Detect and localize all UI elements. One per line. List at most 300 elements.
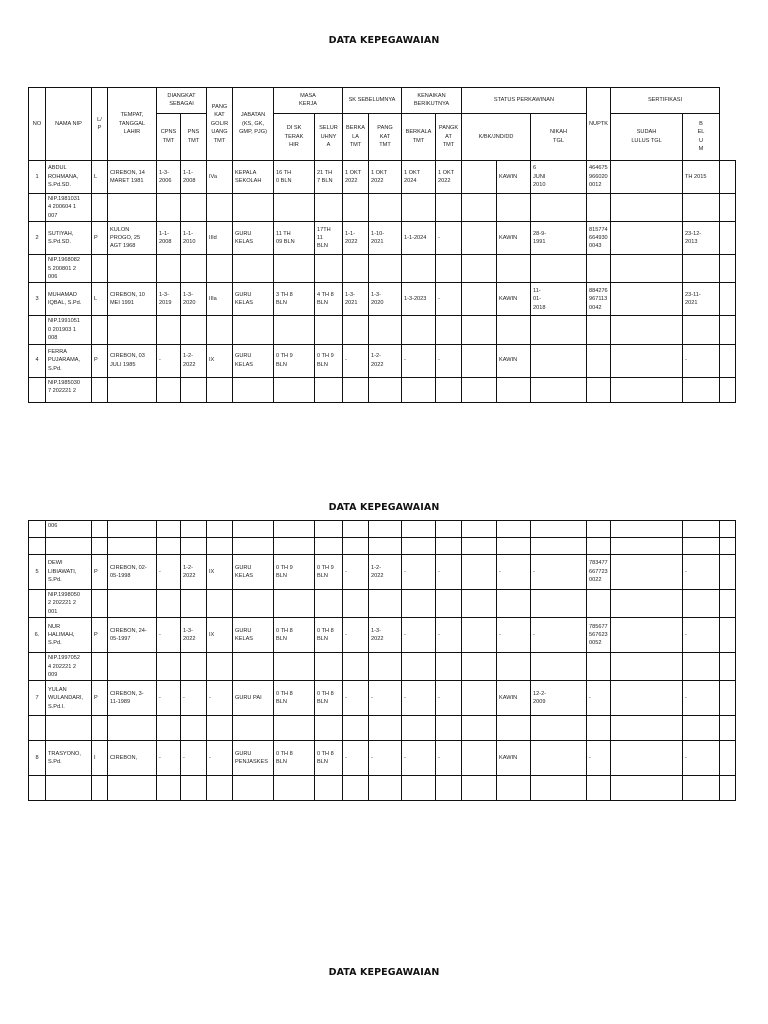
cell-nikah: [531, 344, 587, 377]
table-cell: [207, 716, 233, 741]
cell-knb: -: [402, 618, 436, 653]
table-cell: [611, 222, 683, 255]
table-cell: [29, 653, 46, 681]
cell-nuptk: 8157746649300043: [587, 222, 611, 255]
cell-sudah: -: [683, 344, 720, 377]
cell-mk2: 21 TH 7 BLN: [315, 161, 343, 194]
cell-skp: -: [369, 741, 402, 776]
cell-sudah: -: [683, 741, 720, 776]
cell-ttl: CIREBON, 3- 11-1989: [108, 681, 157, 716]
table-cell: [92, 316, 108, 344]
cell-nikah: [531, 741, 587, 776]
cell-pns: -: [181, 741, 207, 776]
table-cell: [92, 377, 108, 402]
cell-name: DEWI LIBIAWATI, S.Pd.: [46, 555, 92, 590]
cell-no: 4: [29, 344, 46, 377]
cell-belum: [720, 161, 736, 194]
cell-skb: 1-3-2021: [343, 283, 369, 316]
table-cell: [92, 521, 108, 538]
table-cell: [611, 716, 683, 741]
table-cell: [462, 316, 497, 344]
table-cell: [274, 377, 315, 402]
table-cell: [274, 776, 315, 801]
table-cell: [108, 653, 157, 681]
table-cell: [92, 776, 108, 801]
table-cell: [531, 590, 587, 618]
table-cell: [233, 716, 274, 741]
table-cell: [436, 653, 462, 681]
cell-nuptk: -: [587, 681, 611, 716]
cell-nikah: 11- 01- 2018: [531, 283, 587, 316]
cell-knp: -: [436, 222, 462, 255]
table-cell: [497, 716, 531, 741]
cell-jab: GURU PENJASKES: [233, 741, 274, 776]
table-cell: [720, 776, 736, 801]
table-cell: [531, 716, 587, 741]
cell-nip: NIP.1998050 2 202221 2 001: [46, 590, 92, 618]
cell-skb: -: [343, 555, 369, 590]
cell-mk2: 17TH 11 BLN: [315, 222, 343, 255]
cell-belum: [720, 222, 736, 255]
cell-cpns: -: [157, 555, 181, 590]
table-cell: [611, 538, 683, 555]
table-cell: [29, 776, 46, 801]
table-cell: [683, 521, 720, 538]
cell-mk2: 0 TH 9 BLN: [315, 344, 343, 377]
table-cell: [436, 521, 462, 538]
table-cell: [402, 538, 436, 555]
table-cell: [233, 653, 274, 681]
table-cell: [369, 316, 402, 344]
table-row: [29, 283, 736, 316]
table-cell: [157, 653, 181, 681]
table-cell: [462, 222, 497, 255]
table-cell: [462, 590, 497, 618]
table-cell: [402, 316, 436, 344]
table-cell: [462, 741, 497, 776]
table-cell: [720, 590, 736, 618]
cell-lp: P: [92, 681, 108, 716]
header-cell: NUPTK: [587, 88, 611, 161]
table-cell: [720, 716, 736, 741]
table-cell: [29, 255, 46, 283]
table-cell: [436, 590, 462, 618]
cell-nip: 006: [46, 521, 92, 538]
cell-mk1: 0 TH 8 BLN: [274, 681, 315, 716]
cell-name: NUR HALIMAH, S.Pd.: [46, 618, 92, 653]
header-cell: PANG KAT GOL/R UANG TMT: [207, 88, 233, 161]
table-cell: [369, 194, 402, 222]
table-row: [29, 681, 736, 716]
table-row: [29, 538, 736, 555]
cell-lp: L: [92, 283, 108, 316]
table-cell: [402, 653, 436, 681]
table-row: [29, 555, 736, 590]
table-cell: [29, 316, 46, 344]
table-cell: [402, 590, 436, 618]
cell-pns: 1-2- 2022: [181, 344, 207, 377]
cell-cpns: -: [157, 344, 181, 377]
cell-cpns: 1-3- 2019: [157, 283, 181, 316]
cell-ttl: KULON PROGO, 25 AGT 1968: [108, 222, 157, 255]
table-cell: [92, 590, 108, 618]
header-cell: NAMA NIP: [46, 88, 92, 161]
cell-ttl: CIREBON, 02- 05-1998: [108, 555, 157, 590]
cell-pns: 1-3- 2022: [181, 618, 207, 653]
table-cell: [92, 255, 108, 283]
table-cell: [587, 653, 611, 681]
table-cell: [497, 521, 531, 538]
cell-sudah: 23-12- 2013: [683, 222, 720, 255]
header-cell: B EL U M: [683, 113, 720, 160]
cell-nuptk: 8842769671130042: [587, 283, 611, 316]
table-cell: [683, 653, 720, 681]
table-cell: [531, 538, 587, 555]
cell-sudah: -: [683, 681, 720, 716]
cell-no: 8: [29, 741, 46, 776]
cell-belum: [720, 344, 736, 377]
table-cell: [611, 618, 683, 653]
table-cell: [207, 194, 233, 222]
cell-ttl: CIREBON, 10 MEI 1991: [108, 283, 157, 316]
cell-name: FERRA PUJARAMA, S.Pd.: [46, 344, 92, 377]
table-cell: [531, 653, 587, 681]
table-row: [29, 653, 736, 681]
cell-name: MUHAMAD IQBAL, S.Pd.: [46, 283, 92, 316]
cell-mk2: 0 TH 8 BLN: [315, 618, 343, 653]
table-cell: [92, 194, 108, 222]
table-cell: [233, 194, 274, 222]
cell-gol: IX: [207, 555, 233, 590]
table-cell: [343, 716, 369, 741]
cell-skp: 1-10- 2021: [369, 222, 402, 255]
header-cell: DI SK TERAK HIR: [274, 113, 315, 160]
table-cell: [181, 653, 207, 681]
cell-lp: P: [92, 344, 108, 377]
table-cell: [402, 776, 436, 801]
cell-knb: 1-3-2023: [402, 283, 436, 316]
table-cell: [462, 538, 497, 555]
table-cell: [531, 255, 587, 283]
table-cell: [497, 194, 531, 222]
header-cell: JABATAN (KS, GK, GMP, PJG): [233, 88, 274, 161]
table-cell: [233, 776, 274, 801]
table-cell: [233, 255, 274, 283]
cell-cpns: 1-3- 2006: [157, 161, 181, 194]
table-cell: [274, 538, 315, 555]
table-cell: [157, 590, 181, 618]
table-cell: [274, 653, 315, 681]
table-cell: [611, 194, 683, 222]
cell-sudah: TH 2015: [683, 161, 720, 194]
cell-belum: [720, 618, 736, 653]
table-cell: [683, 538, 720, 555]
cell-mk2: 0 TH 8 BLN: [315, 741, 343, 776]
table-cell: [274, 716, 315, 741]
cell-knp: -: [436, 618, 462, 653]
cell-kawin: KAWIN: [497, 222, 531, 255]
table-cell: [683, 590, 720, 618]
header-cell: BERKALA TMT: [402, 113, 436, 160]
cell-mk1: 3 TH 8 BLN: [274, 283, 315, 316]
cell-nip: NIP.1981031 4 200604 1 007: [46, 194, 92, 222]
cell-nuptk: 7856775676230052: [587, 618, 611, 653]
table-cell: [720, 521, 736, 538]
cell-skb: 1 OKT 2022: [343, 161, 369, 194]
cell-skp: 1-3- 2020: [369, 283, 402, 316]
cell-nuptk: 4646759660200012: [587, 161, 611, 194]
table-cell: [720, 538, 736, 555]
table-cell: [157, 316, 181, 344]
table-cell: [343, 590, 369, 618]
cell-jab: GURU KELAS: [233, 222, 274, 255]
table-cell: [683, 194, 720, 222]
table-cell: [207, 590, 233, 618]
table-cell: [181, 255, 207, 283]
table-cell: [274, 590, 315, 618]
table-cell: [531, 776, 587, 801]
table-cell: [611, 161, 683, 194]
table-cell: [108, 521, 157, 538]
cell-nip: [46, 776, 92, 801]
table-cell: [369, 377, 402, 402]
table-cell: [315, 776, 343, 801]
table-cell: [315, 316, 343, 344]
table-cell: [462, 521, 497, 538]
table-cell: [462, 653, 497, 681]
table-cell: [92, 716, 108, 741]
cell-pns: 1-1- 2008: [181, 161, 207, 194]
page-title: DATA KEPEGAWAIAN: [328, 35, 440, 46]
table-cell: [611, 741, 683, 776]
table-cell: [369, 255, 402, 283]
header-cell: PNS TMT: [181, 113, 207, 160]
cell-kawin: KAWIN: [497, 161, 531, 194]
cell-sudah: -: [683, 555, 720, 590]
table-cell: [207, 538, 233, 555]
table-cell: [683, 255, 720, 283]
header-cell: SERTIFIKASI: [611, 88, 720, 114]
table-cell: [29, 521, 46, 538]
table-cell: [233, 521, 274, 538]
cell-nuptk: [587, 344, 611, 377]
cell-kawin: KAWIN: [497, 283, 531, 316]
table-cell: [157, 377, 181, 402]
table-cell: [587, 716, 611, 741]
cell-gol: IIIa: [207, 283, 233, 316]
table-cell: [92, 653, 108, 681]
table-cell: [207, 255, 233, 283]
cell-ttl: CIREBON, 24- 05-1997: [108, 618, 157, 653]
table-cell: [315, 194, 343, 222]
table-cell: [181, 716, 207, 741]
cell-pns: 1-3- 2020: [181, 283, 207, 316]
table-cell: [233, 538, 274, 555]
cell-nip: NIP.1991051 0 201903 1 008: [46, 316, 92, 344]
header-cell: KENAIKAN BERIKUTNYA: [402, 88, 462, 114]
table-cell: [108, 590, 157, 618]
cell-gol: -: [207, 741, 233, 776]
table-row: [29, 344, 736, 377]
table-cell: [720, 255, 736, 283]
table-cell: [497, 538, 531, 555]
table-cell: [497, 653, 531, 681]
table-cell: [181, 538, 207, 555]
table-cell: [611, 377, 683, 402]
table-row: [29, 255, 736, 283]
cell-mk1: 0 TH 9 BLN: [274, 555, 315, 590]
table-cell: [462, 283, 497, 316]
table-cell: [46, 538, 92, 555]
table-cell: [402, 255, 436, 283]
cell-kawin: -: [497, 618, 531, 653]
header-cell: NIKAH TGL: [531, 113, 587, 160]
table-cell: [531, 377, 587, 402]
table-row: [29, 716, 736, 741]
cell-mk1: 0 TH 8 BLN: [274, 618, 315, 653]
table-cell: [274, 316, 315, 344]
table-row: [29, 590, 736, 618]
cell-mk1: 0 TH 8 BLN: [274, 741, 315, 776]
table-cell: [587, 538, 611, 555]
table-cell: [436, 538, 462, 555]
table-cell: [29, 538, 46, 555]
cell-skp: -: [369, 681, 402, 716]
cell-mk2: 0 TH 9 BLN: [315, 555, 343, 590]
table-cell: [369, 653, 402, 681]
table-cell: [157, 255, 181, 283]
table-cell: [157, 538, 181, 555]
table-cell: [497, 255, 531, 283]
table-cell: [402, 716, 436, 741]
cell-belum: [720, 283, 736, 316]
cell-ttl: CIREBON, 14 MARET 1981: [108, 161, 157, 194]
table-cell: [587, 776, 611, 801]
table-cell: [462, 555, 497, 590]
table-cell: [436, 316, 462, 344]
table-cell: [462, 255, 497, 283]
cell-knp: 1 OKT 2022: [436, 161, 462, 194]
header-row: [29, 88, 736, 114]
table-cell: [402, 377, 436, 402]
cell-skb: -: [343, 618, 369, 653]
table-cell: [343, 653, 369, 681]
cell-cpns: 1-1- 2008: [157, 222, 181, 255]
cell-skb: 1-1-2022: [343, 222, 369, 255]
staff-table-2: [28, 520, 736, 801]
cell-nuptk: 7834776677230022: [587, 555, 611, 590]
table-cell: [497, 776, 531, 801]
header-cell: STATUS PERKAWINAN: [462, 88, 587, 114]
cell-no: 2: [29, 222, 46, 255]
table-cell: [436, 377, 462, 402]
cell-nikah: -: [531, 618, 587, 653]
cell-cpns: -: [157, 741, 181, 776]
header-cell: TEMPAT, TANGGAL LAHIR: [108, 88, 157, 161]
cell-no: 7: [29, 681, 46, 716]
table-cell: [343, 194, 369, 222]
cell-lp: I: [92, 741, 108, 776]
cell-gol: IX: [207, 344, 233, 377]
table-cell: [587, 590, 611, 618]
cell-mk1: 11 TH 09 BLN: [274, 222, 315, 255]
cell-nikah: 12-2- 2009: [531, 681, 587, 716]
table-cell: [436, 776, 462, 801]
cell-kawin: KAWIN: [497, 741, 531, 776]
cell-knb: -: [402, 555, 436, 590]
table-row: [29, 776, 736, 801]
cell-skb: -: [343, 681, 369, 716]
table-row: [29, 222, 736, 255]
table-cell: [315, 521, 343, 538]
cell-knb: 1 OKT 2024: [402, 161, 436, 194]
table-cell: [108, 776, 157, 801]
cell-nikah: 6 JUNI 2010: [531, 161, 587, 194]
cell-gol: IVa: [207, 161, 233, 194]
table-cell: [683, 776, 720, 801]
cell-knb: -: [402, 681, 436, 716]
table-cell: [497, 590, 531, 618]
table-cell: [683, 716, 720, 741]
cell-mk1: 0 TH 9 BLN: [274, 344, 315, 377]
page-title: DATA KEPEGAWAIAN: [328, 502, 440, 513]
table-row: [29, 316, 736, 344]
header-cell: CPNS TMT: [157, 113, 181, 160]
table-cell: [108, 194, 157, 222]
table-row: [29, 161, 736, 194]
cell-cpns: -: [157, 681, 181, 716]
table-cell: [436, 194, 462, 222]
table-cell: [462, 377, 497, 402]
cell-belum: [720, 555, 736, 590]
header-cell: BERKALA TMT: [343, 113, 369, 160]
table-row: [29, 377, 736, 402]
table-cell: [369, 538, 402, 555]
table-cell: [436, 716, 462, 741]
cell-skp: 1-2- 2022: [369, 555, 402, 590]
cell-knp: -: [436, 283, 462, 316]
table-cell: [611, 283, 683, 316]
cell-nikah: -: [531, 555, 587, 590]
table-cell: [108, 716, 157, 741]
cell-jab: GURU PAI: [233, 681, 274, 716]
cell-nip: [46, 716, 92, 741]
table-row: [29, 194, 736, 222]
table-cell: [108, 538, 157, 555]
table-cell: [531, 521, 587, 538]
cell-skp: 1-2- 2022: [369, 344, 402, 377]
table-cell: [157, 521, 181, 538]
table-cell: [720, 316, 736, 344]
table-row: [29, 521, 736, 538]
page-title: DATA KEPEGAWAIAN: [328, 967, 440, 978]
table-cell: [369, 590, 402, 618]
cell-nikah: 28-9- 1991: [531, 222, 587, 255]
table-row: [29, 741, 736, 776]
table-cell: [369, 716, 402, 741]
table-cell: [611, 681, 683, 716]
table-cell: [343, 316, 369, 344]
header-cell: PANG KAT TMT: [369, 113, 402, 160]
cell-knp: -: [436, 555, 462, 590]
table-cell: [181, 194, 207, 222]
cell-pns: -: [181, 681, 207, 716]
cell-mk2: 4 TH 8 BLN: [315, 283, 343, 316]
table-cell: [181, 590, 207, 618]
cell-pns: 1-1- 2010: [181, 222, 207, 255]
cell-skp: 1 OKT 2022: [369, 161, 402, 194]
cell-knp: -: [436, 741, 462, 776]
